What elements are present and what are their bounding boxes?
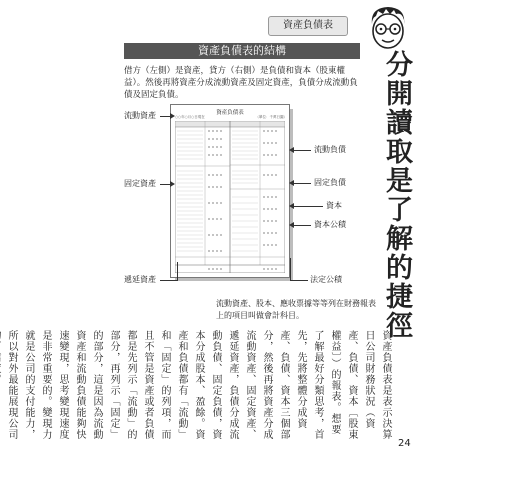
label-capital-reserve: 資本公積 — [314, 220, 346, 229]
leader-capital-reserve — [293, 225, 311, 226]
section-title: 資產負債表的結構 — [124, 43, 360, 59]
header-tab: 資產負債表 — [268, 16, 348, 36]
label-current-liabilities: 流動負債 — [314, 145, 346, 154]
leader-current-liabilities — [293, 150, 311, 151]
body-text: 資產負債表是表示決算日公司財務狀況（資產、負債、資本〔股東權益〕）的報表。想要了解最好分類思考，首先，先將整體分成資產、負債、資本三個部分，然後再將資產分成流動資產、固定資產、遞延資產，負債分成流動負債、固定負債，資本分成股本、盈餘。資產和負債都有「流動」和「固定」的列項，而且不管是資產或者負債都是先列示「流動」的部分，再列示「固定」的部分，這是因為流動資產和流動負債能夠快速變現，思考變現速度是非常重要的。變現力就是公司的支付能力，所以對外最能展現公司 — [6, 330, 391, 440]
leader-deferred-assets — [160, 280, 178, 281]
leader-deferred-assets-vertical — [177, 262, 178, 280]
sheet-unit: （單位：千萬日圓） — [255, 115, 287, 119]
arrow-current-assets — [170, 113, 175, 119]
sheet-grid — [175, 121, 285, 273]
sheet-title: 資產負債表 — [216, 110, 244, 116]
label-legal-reserve: 法定公積 — [310, 275, 342, 284]
label-fixed-assets: 固定資產 — [124, 179, 156, 188]
label-deferred-assets: 遞延資產 — [124, 275, 156, 284]
catchphrase: 分開讀取是了解的捷徑 — [381, 50, 412, 340]
page-number: 24 — [398, 438, 411, 449]
cartoon-face-icon — [366, 4, 410, 50]
sheet-date: ○○年○月○日現在 — [175, 115, 205, 119]
label-current-assets: 流動資產 — [124, 111, 156, 120]
leader-legal-reserve-vertical — [290, 258, 291, 280]
leader-capital — [293, 206, 323, 207]
arrow-fixed-assets — [170, 181, 175, 187]
sheet-subheader — [175, 115, 287, 120]
balance-sheet-figure — [170, 104, 290, 278]
figure-caption: 流動資產、股本、應收票據等等列在財務報表上的項目叫做會計科目。 — [216, 299, 376, 320]
leader-legal-reserve — [290, 280, 308, 281]
label-capital: 資本 — [326, 201, 342, 210]
label-fixed-liabilities: 固定負債 — [314, 178, 346, 187]
leader-fixed-liabilities — [293, 183, 311, 184]
intro-paragraph: 借方（左側）是資產，貸方（右側）是負債和資本（股東權益）。然後再將資產分成流動資產及固定資產，負債分成流動負債及固定負債。 — [124, 66, 358, 100]
